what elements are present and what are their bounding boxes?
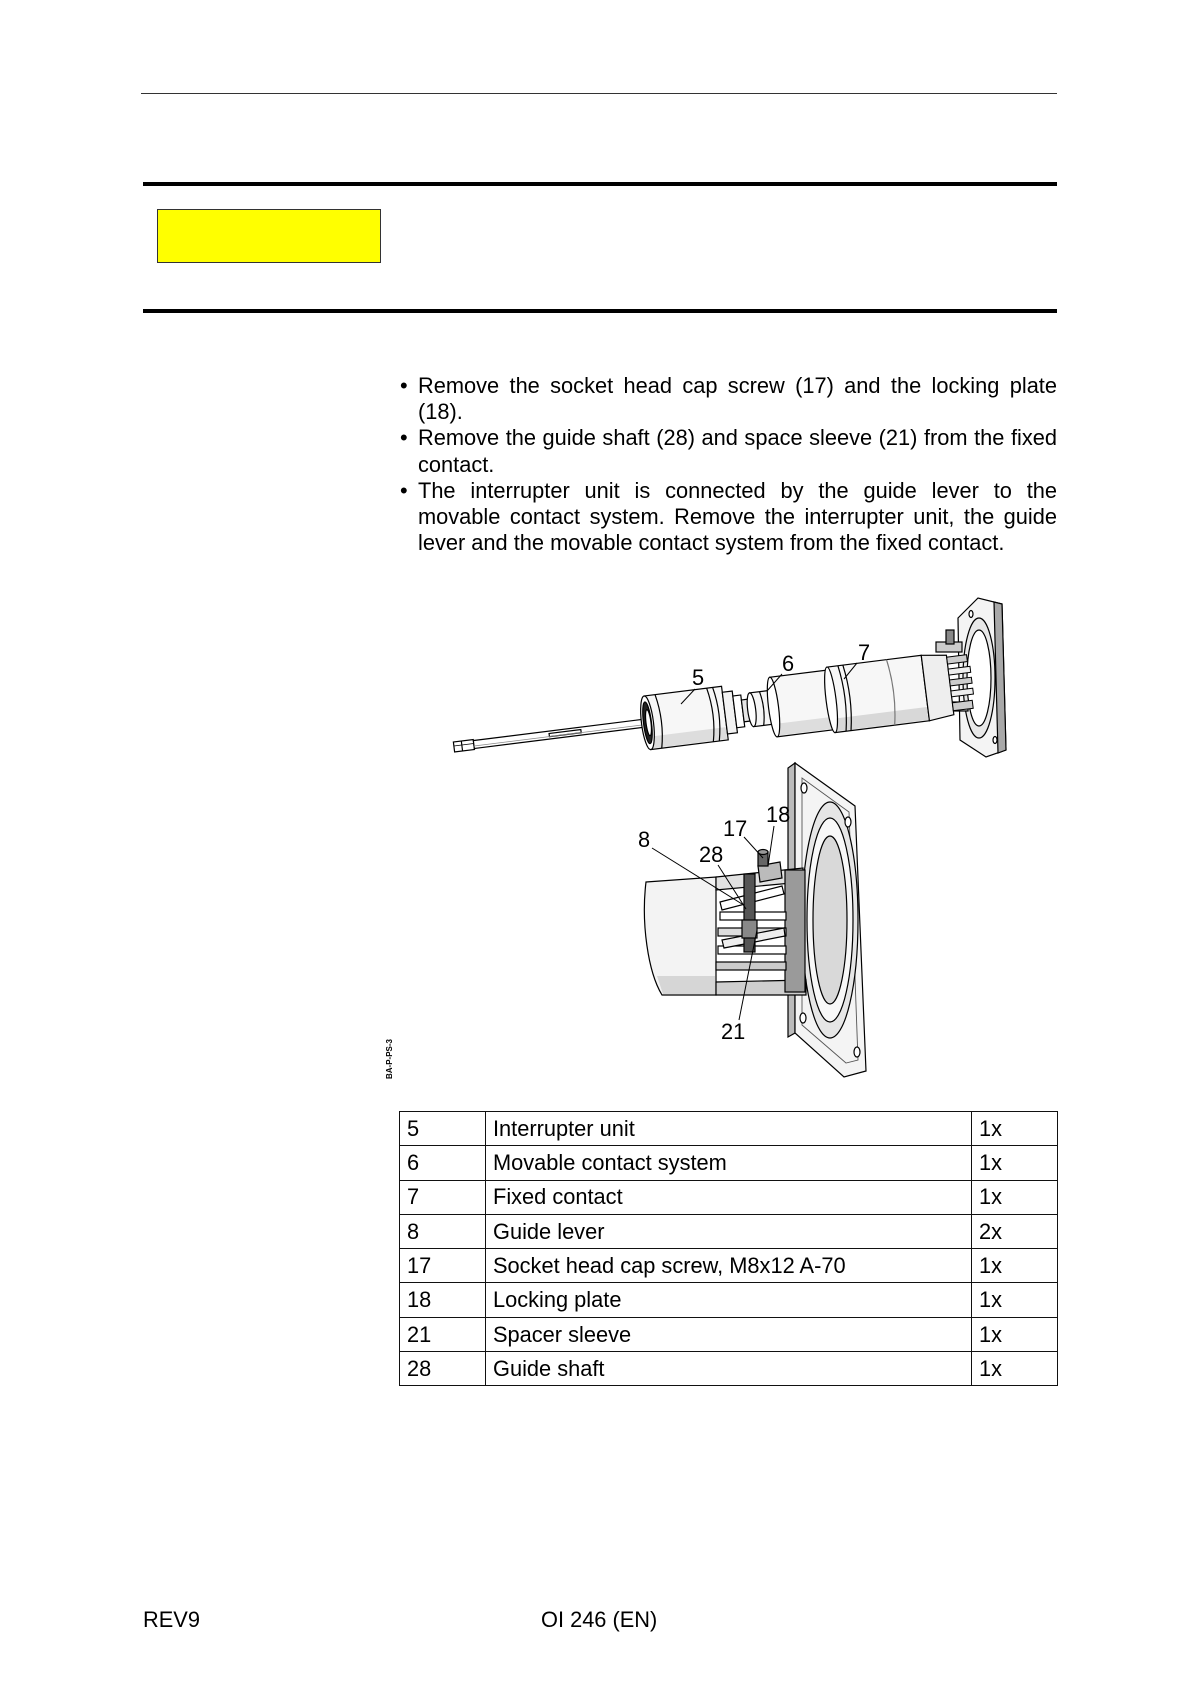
- instruction-item: [400, 478, 1057, 557]
- shaft-rod: [473, 719, 649, 749]
- guide-shaft: [744, 874, 755, 952]
- lower-flange-bolt-hole: [800, 1013, 806, 1023]
- assembly-figure: [380, 590, 1040, 1085]
- quantity-cell: 1x: [972, 1283, 1058, 1317]
- warning-section-bottom-rule: [143, 309, 1057, 313]
- quantity-cell: 2x: [972, 1214, 1058, 1248]
- description-cell: Locking plate: [486, 1283, 972, 1317]
- instruction-line: Remove the guide shaft (28) and space sleeve (21) from the fixed: [418, 425, 1057, 451]
- table-row: [400, 1146, 1058, 1180]
- warning-box: [157, 209, 381, 263]
- description-cell: Guide lever: [486, 1214, 972, 1248]
- table-row: [400, 1249, 1058, 1283]
- table-row: [400, 1180, 1058, 1214]
- lower-flange-bolt-hole: [801, 783, 807, 793]
- fixed-contact-housing-shade: [657, 976, 715, 994]
- footer-revision: REV9: [143, 1607, 200, 1632]
- item-number-cell: 7: [400, 1180, 486, 1214]
- table-row: [400, 1317, 1058, 1351]
- instruction-item: [400, 425, 1057, 477]
- callout-5: 5: [692, 665, 705, 690]
- spacer-sleeve: [742, 920, 757, 938]
- bullet-icon: •: [400, 477, 408, 503]
- bullet-icon: •: [400, 425, 408, 451]
- item-number-cell: 8: [400, 1214, 486, 1248]
- instruction-line: movable contact system. Remove the interrupter unit, the guide: [418, 504, 1057, 530]
- callout-18: 18: [766, 802, 791, 827]
- upper-flange-bolt-hole: [993, 737, 997, 744]
- quantity-cell: 1x: [972, 1317, 1058, 1351]
- lower-flange-bolt-hole: [854, 1047, 860, 1057]
- table-row: [400, 1283, 1058, 1317]
- instruction-line: The interrupter unit is connected by the guide lever to the: [418, 477, 1057, 503]
- lower-flange-bolt-hole: [845, 817, 851, 827]
- quantity-cell: 1x: [972, 1112, 1058, 1146]
- instruction-line: (18).: [418, 399, 463, 425]
- table-row: [400, 1112, 1058, 1146]
- parts-table: [399, 1111, 1058, 1386]
- item-number-cell: 18: [400, 1283, 486, 1317]
- upper-flange-bolt-hole: [969, 611, 973, 618]
- footer-document-code: OI 246 (EN): [541, 1607, 658, 1632]
- lower-flange-disc-inner: [813, 836, 847, 1004]
- quantity-cell: 1x: [972, 1352, 1058, 1386]
- instruction-list: [400, 373, 1057, 556]
- callout-18-leader: [768, 826, 774, 866]
- lower-detail-assembly: [644, 763, 866, 1077]
- description-cell: Guide shaft: [486, 1352, 972, 1386]
- internal-contact-bar: [716, 962, 786, 970]
- description-cell: Spacer sleeve: [486, 1317, 972, 1351]
- callout-28: 28: [699, 842, 724, 867]
- description-cell: Socket head cap screw, M8x12 A-70: [486, 1249, 972, 1283]
- item-number-cell: 17: [400, 1249, 486, 1283]
- bullet-icon: •: [400, 373, 408, 398]
- callout-7: 7: [858, 640, 871, 665]
- housing-flange-ring: [785, 870, 805, 992]
- upper-exploded-assembly: [450, 649, 976, 779]
- instruction-line: lever and the movable contact system from the fixed contact.: [418, 530, 1005, 556]
- upper-mechanism-part: [946, 630, 954, 644]
- callout-6: 6: [782, 651, 795, 676]
- quantity-cell: 1x: [972, 1249, 1058, 1283]
- description-cell: Movable contact system: [486, 1146, 972, 1180]
- item-number-cell: 28: [400, 1352, 486, 1386]
- description-cell: Fixed contact: [486, 1180, 972, 1214]
- description-cell: Interrupter unit: [486, 1112, 972, 1146]
- warning-section-top-rule: [143, 182, 1057, 186]
- table-row: [400, 1352, 1058, 1386]
- table-row: [400, 1214, 1058, 1248]
- instruction-item: [400, 373, 1057, 425]
- instruction-line: contact.: [418, 451, 495, 477]
- quantity-cell: 1x: [972, 1146, 1058, 1180]
- quantity-cell: 1x: [972, 1180, 1058, 1214]
- callout-8: 8: [638, 827, 651, 852]
- item-number-cell: 21: [400, 1317, 486, 1351]
- figure-code: BA-P-PS-3: [385, 1038, 394, 1079]
- callout-21: 21: [721, 1019, 746, 1044]
- item-number-cell: 6: [400, 1146, 486, 1180]
- shaft-highlight: [474, 724, 649, 746]
- header-rule: [141, 93, 1057, 94]
- instruction-line: Remove the socket head cap screw (17) and the locking plate: [418, 373, 1057, 398]
- callout-17: 17: [723, 816, 748, 841]
- item-number-cell: 5: [400, 1112, 486, 1146]
